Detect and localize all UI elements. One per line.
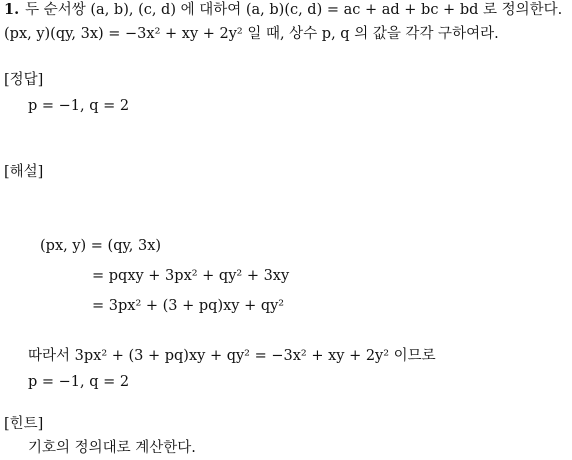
solution-heading: [해설]: [4, 164, 44, 180]
answer-text: p = −1, q = 2: [28, 98, 130, 114]
problem-statement-1: 두 순서쌍 (a, b), (c, d) 에 대하여 (a, b)(c, d) = ac + ad + bc + bd 로 정의한다.: [25, 2, 563, 18]
hint-text: 기호의 정의대로 계산한다.: [28, 440, 196, 456]
solution-equation-1: (px, y) = (qy, 3x): [40, 238, 162, 254]
solution-equation-3: = 3px² + (3 + pq)xy + qy²: [92, 298, 285, 314]
answer-heading: [정답]: [4, 72, 44, 88]
solution-conclusion-2: p = −1, q = 2: [28, 374, 130, 390]
problem-statement-2: (px, y)(qy, 3x) = −3x² + xy + 2y² 일 때, 상수 p, q 의 값을 각각 구하여라.: [4, 26, 499, 42]
problem-line-1: [4, 0, 562, 20]
problem-number: 1.: [4, 1, 20, 18]
hint-heading: [힌트]: [4, 416, 44, 432]
solution-equation-2: = pqxy + 3px² + qy² + 3xy: [92, 268, 290, 284]
solution-conclusion-1: 따라서 3px² + (3 + pq)xy + qy² = −3x² + xy + 2y² 이므로: [28, 348, 436, 364]
